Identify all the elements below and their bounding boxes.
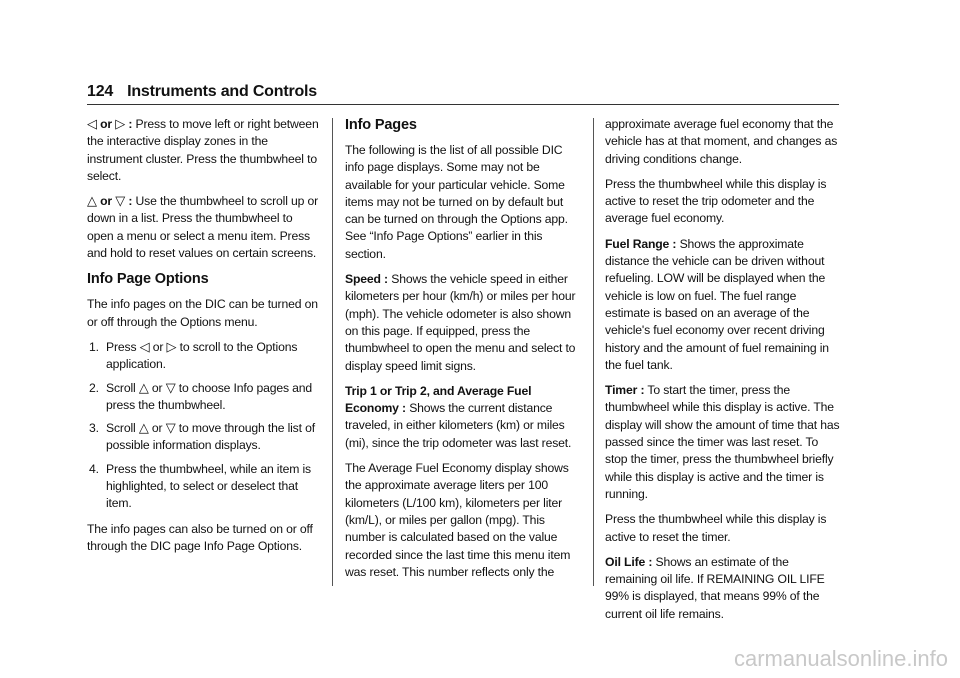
section-title: Instruments and Controls bbox=[127, 83, 317, 100]
list-item bbox=[87, 420, 321, 455]
step-text: to scroll to the Options application. bbox=[106, 339, 298, 372]
column-3 bbox=[605, 116, 841, 631]
column-2 bbox=[345, 116, 581, 589]
speed-text: Shows the vehicle speed in either kilometers per hour (km/h) or miles per hour (mph). The vehicle odometer is also shown on this page. If equipped, press the thumbwheel to open the menu and select to display speed limit signs. bbox=[345, 272, 576, 373]
left-right-text: Press to move left or right between the interactive display zones in the instrument cluster. Press the thumbwheel to select. bbox=[87, 117, 319, 183]
left-arrow-icon: ◁ bbox=[139, 338, 150, 354]
step-text: to move through the list of possible information displays. bbox=[106, 421, 315, 453]
speed-paragraph bbox=[345, 271, 581, 375]
info-pages-heading: Info Pages bbox=[345, 117, 417, 133]
options-outro: The info pages can also be turned on or off through the DIC page Info Page Options. bbox=[87, 521, 313, 553]
step-text: Press bbox=[106, 339, 140, 354]
up-down-text: Use the thumbwheel to scroll up or down in a list. Press the thumbwheel to open a menu or select a menu item. Press and hold to reset values on certain screens. bbox=[87, 194, 319, 261]
right-arrow-icon: ▷ bbox=[166, 338, 177, 354]
timer-text: To start the timer, press the thumbwheel while this display is active. The display will show the amount of time that has passed since the timer was last reset. To stop the timer, press the thumbwheel briefly while this display is active and the timer is running. bbox=[605, 383, 840, 501]
step-text: or bbox=[149, 339, 167, 354]
step-text: to choose Info pages and press the thumbwheel. bbox=[106, 380, 313, 412]
column-divider bbox=[593, 118, 594, 586]
options-intro: The info pages on the DIC can be turned on or off through the Options menu. bbox=[87, 297, 318, 329]
step-number: 3. bbox=[89, 421, 99, 436]
reset-timer-paragraph: Press the thumbwheel while this display is active to reset the timer. bbox=[605, 512, 827, 544]
step-text: or bbox=[148, 421, 166, 436]
timer-paragraph bbox=[605, 382, 841, 503]
right-arrow-icon: ▷ bbox=[115, 116, 126, 131]
info-pages-intro: The following is the list of all possible DIC info page displays. Some may not be available for your particular vehicle. Some items may not be turned on by default but can be turned on through the Options app. See “Info Page Options” earlier in this section. bbox=[345, 143, 568, 261]
page-header bbox=[87, 83, 317, 101]
info-page-options-heading: Info Page Options bbox=[87, 271, 209, 288]
down-arrow-icon: ▽ bbox=[165, 379, 176, 395]
step-number: 2. bbox=[89, 380, 99, 395]
separator: : bbox=[125, 194, 136, 209]
steps-list bbox=[87, 339, 321, 513]
trip-label: Trip 1 or Trip 2, and Average Fuel Economy : bbox=[345, 383, 532, 416]
fuel-range-label: Fuel Range : bbox=[605, 236, 677, 251]
step-text: Press the thumbwheel, while an item is highlighted, to select or deselect that item. bbox=[106, 461, 311, 511]
list-item bbox=[87, 339, 321, 374]
list-item bbox=[87, 380, 321, 415]
oil-life-paragraph bbox=[605, 554, 841, 623]
step-text: Scroll bbox=[106, 380, 139, 395]
list-item bbox=[87, 461, 321, 513]
separator: : bbox=[125, 117, 136, 131]
reset-trip-paragraph: Press the thumbwheel while this display is active to reset the trip odometer and the average fuel economy. bbox=[605, 176, 827, 226]
oil-life-label: Oil Life : bbox=[605, 554, 653, 569]
column-divider bbox=[332, 118, 333, 586]
step-number: 4. bbox=[89, 461, 99, 476]
down-arrow-icon: ▽ bbox=[165, 420, 176, 436]
watermark: carmanualsonline.info bbox=[733, 646, 948, 671]
step-number: 1. bbox=[89, 339, 99, 354]
step-text: Scroll bbox=[106, 421, 139, 436]
fuel-range-paragraph bbox=[605, 236, 841, 374]
up-down-paragraph bbox=[87, 193, 321, 262]
page-number: 124 bbox=[87, 83, 114, 100]
step-text: or bbox=[148, 380, 166, 395]
left-arrow-icon: ◁ bbox=[87, 116, 97, 131]
column-1 bbox=[87, 116, 321, 563]
timer-label: Timer : bbox=[605, 383, 645, 398]
fuel-range-text: Shows the approximate distance the vehicle can be driven without refueling. LOW will be displayed when the vehicle is low on fuel. The fuel range estimate is based on an average of the vehicle's fuel economy over recent driving history and the amount of fuel remaining in the fuel tank. bbox=[605, 236, 829, 372]
trip-text: Shows the current distance traveled, in either kilometers (km) or miles (mi), since the trip odometer was last reset. bbox=[345, 401, 572, 450]
average-fuel-continued: approximate average fuel economy that the vehicle has at that moment, and changes as driving conditions change. bbox=[605, 117, 838, 166]
oil-life-text: Shows an estimate of the remaining oil life. If REMAINING OIL LIFE 99% is displayed, that means 99% of the current oil life remains. bbox=[605, 554, 825, 621]
speed-label: Speed : bbox=[345, 272, 388, 287]
trip-paragraph bbox=[345, 383, 581, 452]
or-text: or bbox=[100, 194, 112, 209]
up-arrow-icon: △ bbox=[138, 420, 149, 436]
up-arrow-icon: △ bbox=[138, 379, 149, 395]
header-rule bbox=[87, 104, 839, 105]
left-right-paragraph bbox=[87, 116, 321, 185]
down-arrow-icon: ▽ bbox=[115, 193, 126, 209]
up-arrow-icon: △ bbox=[87, 193, 97, 209]
average-fuel-paragraph: The Average Fuel Economy display shows the approximate average liters per 100 kilometers (L/100 km), kilometers per liter (km/L), or miles per gallon (mpg). This number is calculated based on the value recorded since the last time this menu item was reset. This number reflects only the bbox=[345, 461, 571, 579]
or-text: or bbox=[100, 117, 112, 131]
